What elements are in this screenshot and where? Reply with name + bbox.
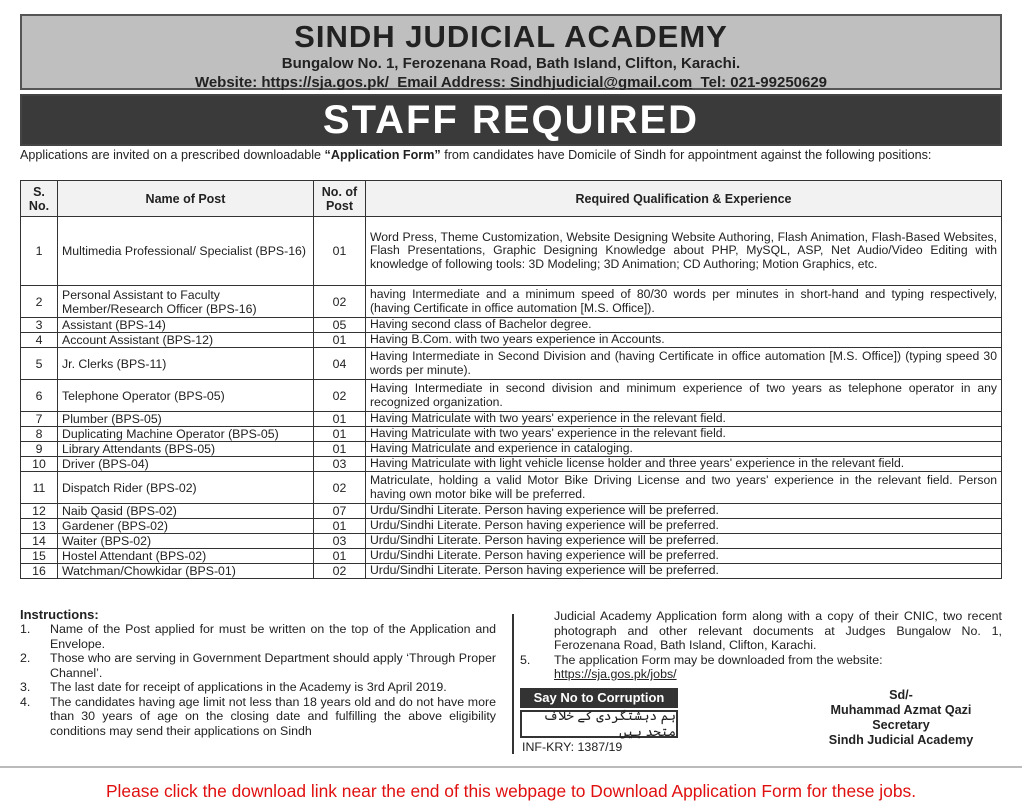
staff-required-banner: STAFF REQUIRED <box>20 94 1002 146</box>
email-label: Email Address: <box>397 74 506 91</box>
instruction-item-5 <box>520 653 1002 668</box>
table-row <box>21 348 1002 380</box>
table-row <box>21 380 1002 412</box>
row-post-count: 01 <box>314 333 366 348</box>
intro-pre: Applications are invited on a prescribed downloadable <box>20 148 322 162</box>
row-qualification: Urdu/Sindhi Literate. Person having experience will be preferred. <box>366 549 1002 564</box>
instruction-item-1 <box>20 622 496 651</box>
row-post-name: Telephone Operator (BPS-05) <box>58 380 314 412</box>
row-sno: 9 <box>21 442 58 457</box>
header-sno: S. No. <box>21 181 58 217</box>
row-post-count: 02 <box>314 380 366 412</box>
row-post-count: 05 <box>314 318 366 333</box>
signatory-designation: Secretary <box>872 718 930 732</box>
header <box>20 14 1002 90</box>
instruction-item-4 <box>20 695 496 739</box>
row-sno: 3 <box>21 318 58 333</box>
instruction-text: The last date for receipt of applications in the Academy is 3rd April 2019. <box>50 680 447 694</box>
row-sno: 8 <box>21 427 58 442</box>
row-post-name: Jr. Clerks (BPS-11) <box>58 348 314 380</box>
instruction-item-3 <box>20 680 496 695</box>
row-qualification: Urdu/Sindhi Literate. Person having experience will be preferred. <box>366 519 1002 534</box>
instruction-item-2 <box>20 651 496 680</box>
signature-sd: Sd/- <box>889 688 913 702</box>
header-post: Name of Post <box>58 181 314 217</box>
intro-form: “Application Form” <box>324 148 441 162</box>
academy-title: SINDH JUDICIAL ACADEMY <box>294 19 728 54</box>
row-post-count: 01 <box>314 442 366 457</box>
row-sno: 11 <box>21 472 58 504</box>
row-post-count: 03 <box>314 457 366 472</box>
row-qualification: Having B.Com. with two years experience in Accounts. <box>366 333 1002 348</box>
row-qualification: Having second class of Bachelor degree. <box>366 318 1002 333</box>
instruction-continuation-text: Judicial Academy Application form along with a copy of their CNIC, two recent photograph and other relevant documents at Judges Bungalow No. 1, Ferozenana Road, Bath Island, Clifton, Karachi. <box>554 609 1002 652</box>
row-sno: 10 <box>21 457 58 472</box>
row-sno: 7 <box>21 412 58 427</box>
instruction-text: Name of the Post applied for must be written on the top of the Application and Envelope. <box>50 622 496 651</box>
row-post-count: 07 <box>314 504 366 519</box>
table-row <box>21 286 1002 318</box>
row-post-name: Library Attendants (BPS-05) <box>58 442 314 457</box>
contact-line <box>22 73 1000 92</box>
email-link[interactable]: Sindhjudicial@gmail.com <box>510 74 693 91</box>
row-qualification: Word Press, Theme Customization, Website Designing Website Authoring, Flash Animation, Flash-Based Websites, Flash Presentations, Graphic Designing Knowledge about PHP, MySQL, ASP, Net Audio/Video Editing with knowledge of following tools: 3D Modeling; 3D Animation; CD Authoring; Motion Graphics, etc. <box>366 217 1002 286</box>
row-post-name: Dispatch Rider (BPS-02) <box>58 472 314 504</box>
row-post-count: 01 <box>314 217 366 286</box>
signature-block <box>800 688 1002 748</box>
row-post-name: Naib Qasid (BPS-02) <box>58 504 314 519</box>
instruction-num: 5. <box>520 652 531 667</box>
instructions-left <box>20 622 496 738</box>
website-label: Website: https://sja.gos.pk/ <box>194 74 389 91</box>
instruction-text: Those who are serving in Government Department should apply ‘Through Proper Channel’. <box>50 651 496 680</box>
header-num: No. of Post <box>314 181 366 217</box>
row-sno: 5 <box>21 348 58 380</box>
row-post-count: 02 <box>314 286 366 318</box>
row-post-count: 01 <box>314 427 366 442</box>
row-post-count: 02 <box>314 472 366 504</box>
urdu-slogan: ہم دہشتگردی کے خلاف متحد ہیں <box>543 708 676 739</box>
reference-number: INF-KRY: 1387/19 <box>522 740 623 754</box>
table-row <box>21 564 1002 579</box>
instruction-num: 2. <box>20 651 31 665</box>
row-sno: 15 <box>21 549 58 564</box>
instruction-text: The application Form may be downloaded from the website: <box>554 652 883 667</box>
row-post-count: 04 <box>314 348 366 380</box>
intro-text <box>20 148 1002 163</box>
table-row <box>21 549 1002 564</box>
academy-address: Bungalow No. 1, Ferozenana Road, Bath Island, Clifton, Karachi. <box>281 55 741 72</box>
row-qualification: Having Matriculate with light vehicle license holder and three years' experience in the relevant field. <box>366 457 1002 472</box>
row-post-count: 03 <box>314 534 366 549</box>
row-sno: 2 <box>21 286 58 318</box>
urdu-slogan-box <box>520 710 678 738</box>
instruction-num: 3. <box>20 680 31 694</box>
table-row <box>21 519 1002 534</box>
download-link[interactable]: https://sja.gos.pk/jobs/ <box>554 667 677 681</box>
row-sno: 4 <box>21 333 58 348</box>
table-row <box>21 534 1002 549</box>
row-post-count: 01 <box>314 412 366 427</box>
row-sno: 13 <box>21 519 58 534</box>
row-post-name: Personal Assistant to Faculty Member/Research Officer (BPS-16) <box>58 286 314 318</box>
divider-line <box>512 614 514 754</box>
signatory-org: Sindh Judicial Academy <box>828 733 974 747</box>
signatory-name: Muhammad Azmat Qazi <box>830 703 972 717</box>
row-qualification: Urdu/Sindhi Literate. Person having experience will be preferred. <box>366 534 1002 549</box>
say-no-corruption-badge: Say No to Corruption <box>520 688 678 708</box>
row-qualification: Having Matriculate with two years' experience in the relevant field. <box>366 412 1002 427</box>
table-row <box>21 472 1002 504</box>
instruction-continuation <box>520 609 1002 653</box>
instruction-num: 1. <box>20 622 31 636</box>
header-qual: Required Qualification & Experience <box>366 181 1002 217</box>
row-qualification: Urdu/Sindhi Literate. Person having experience will be preferred. <box>366 564 1002 579</box>
row-qualification: Urdu/Sindhi Literate. Person having experience will be preferred. <box>366 504 1002 519</box>
row-post-name: Assistant (BPS-14) <box>58 318 314 333</box>
instructions-right <box>520 609 1002 682</box>
instruction-num: 4. <box>20 694 31 709</box>
row-post-count: 01 <box>314 549 366 564</box>
table-row <box>21 427 1002 442</box>
row-post-count: 01 <box>314 519 366 534</box>
row-qualification: Having Intermediate in Second Division and (having Certificate in office automation [M.S. Office]) (typing speed 30 words per minute). <box>366 348 1002 380</box>
row-post-name: Plumber (BPS-05) <box>58 412 314 427</box>
row-post-name: Watchman/Chowkidar (BPS-01) <box>58 564 314 579</box>
table-row <box>21 442 1002 457</box>
row-qualification: Matriculate, holding a valid Motor Bike Driving License and two years' experience in the relevant field. Person having own motor bike will be preferred. <box>366 472 1002 504</box>
row-post-name: Account Assistant (BPS-12) <box>58 333 314 348</box>
row-sno: 6 <box>21 380 58 412</box>
row-post-name: Driver (BPS-04) <box>58 457 314 472</box>
table-row <box>21 318 1002 333</box>
table-header-row <box>21 181 1002 217</box>
row-qualification: having Intermediate and a minimum speed of 80/30 words per minutes in short-hand and typing respectively, (having Certificate in office automation [M.S. Office]). <box>366 286 1002 318</box>
table-row <box>21 412 1002 427</box>
table-row <box>21 504 1002 519</box>
table-row <box>21 333 1002 348</box>
row-post-count: 02 <box>314 564 366 579</box>
row-post-name: Multimedia Professional/ Specialist (BPS-16) <box>58 217 314 286</box>
instructions-heading: Instructions: <box>20 607 99 622</box>
row-sno: 14 <box>21 534 58 549</box>
row-qualification: Having Matriculate with two years' experience in the relevant field. <box>366 427 1002 442</box>
row-sno: 16 <box>21 564 58 579</box>
row-post-name: Duplicating Machine Operator (BPS-05) <box>58 427 314 442</box>
row-post-name: Hostel Attendant (BPS-02) <box>58 549 314 564</box>
download-notice: Please click the download link near the end of this webpage to Download Application Form for these jobs. <box>0 766 1022 812</box>
row-sno: 1 <box>21 217 58 286</box>
instruction-text: The candidates having age limit not less than 18 years old and do not have more than 30 years of age on the closing date and fulfilling the above eligibility conditions may send their applications on Sindh <box>50 694 496 738</box>
table-row <box>21 457 1002 472</box>
row-post-name: Gardener (BPS-02) <box>58 519 314 534</box>
row-sno: 12 <box>21 504 58 519</box>
intro-post: from candidates have Domicile of Sindh for appointment against the following positions: <box>444 148 932 162</box>
table-row <box>21 217 1002 286</box>
row-qualification: Having Intermediate in second division and minimum experience of two years as telephone operator in any recognized organization. <box>366 380 1002 412</box>
tel-label: Tel: 021-99250629 <box>700 74 828 91</box>
row-post-name: Waiter (BPS-02) <box>58 534 314 549</box>
row-qualification: Having Matriculate and experience in cataloging. <box>366 442 1002 457</box>
posts-table <box>20 180 1002 579</box>
